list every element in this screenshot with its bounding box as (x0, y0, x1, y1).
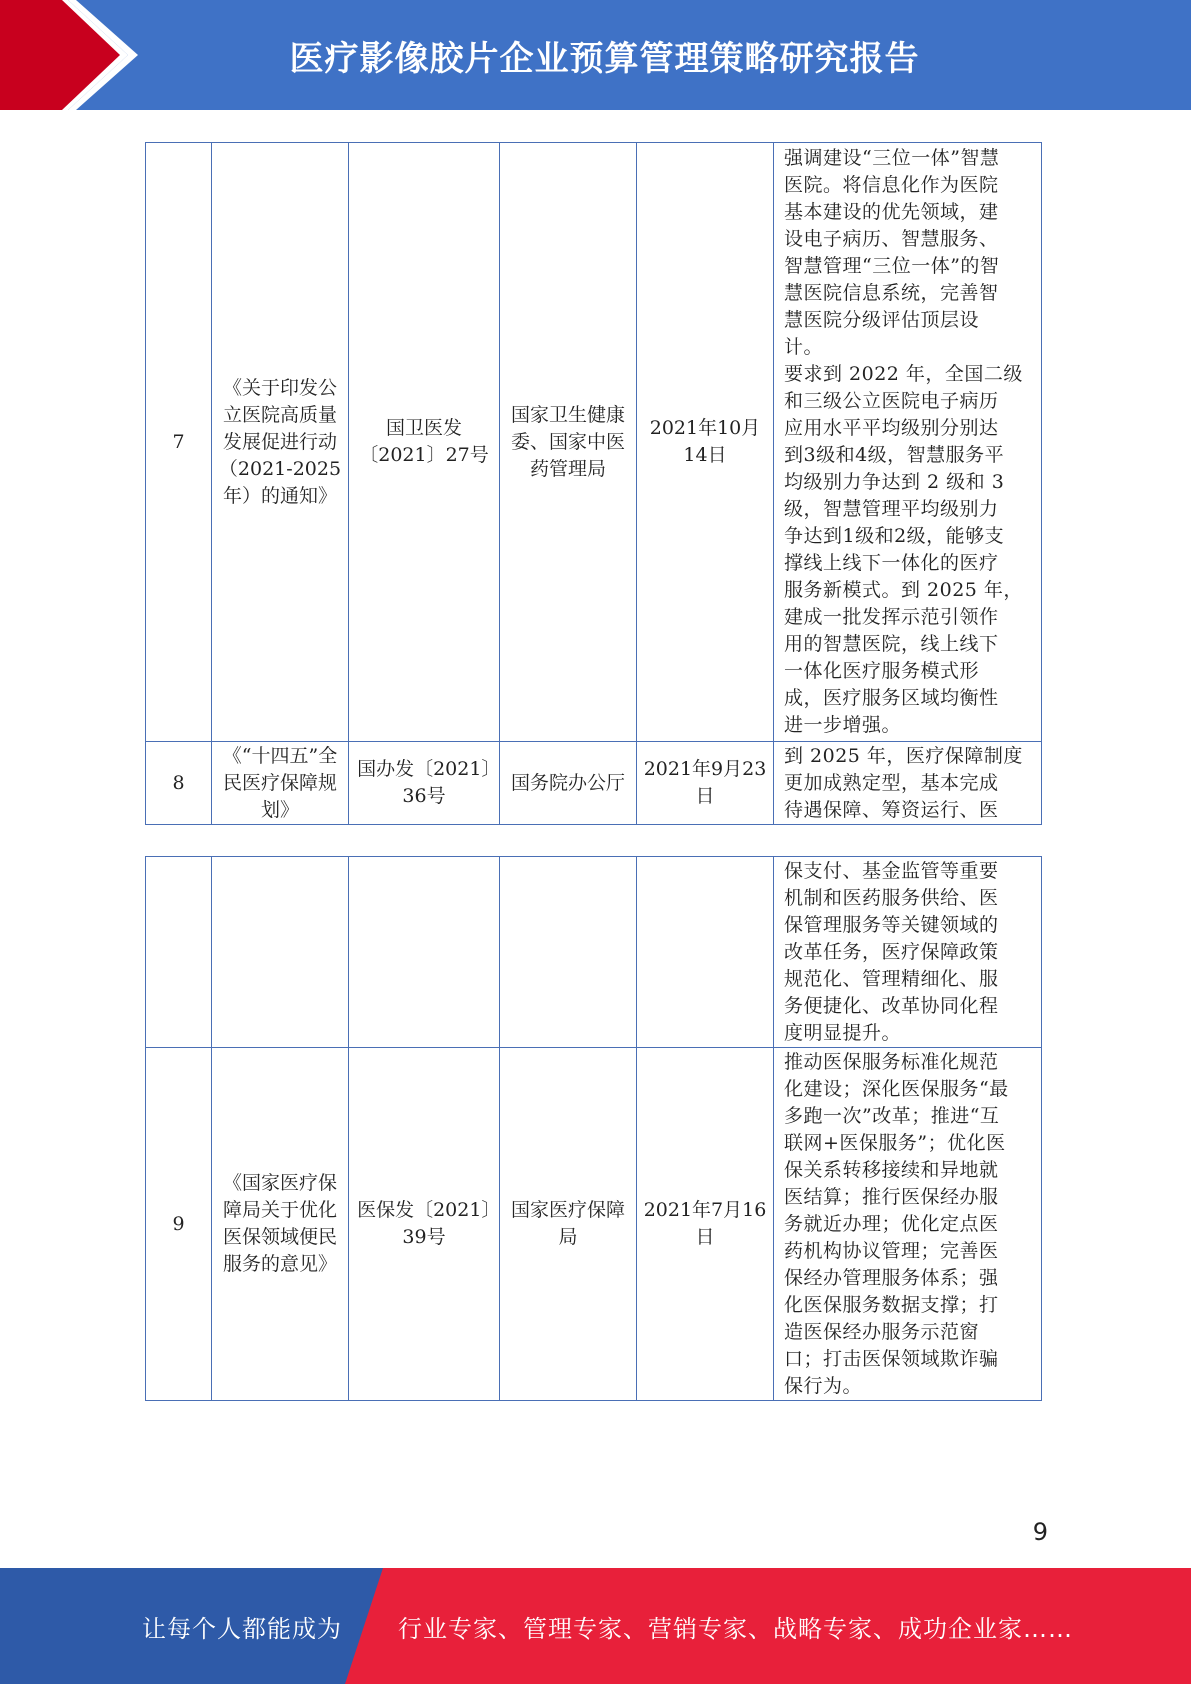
table-row (146, 857, 1042, 1048)
page-header (0, 0, 1191, 110)
description-line: 务就近办理；优化定点医 (784, 1213, 999, 1235)
policy-name-cell (212, 857, 349, 1048)
description-line: 服务新模式。到 2025 年， (784, 579, 1023, 601)
description-line: 撑线上线下一体化的医疗 (784, 552, 999, 574)
issue-date: 2021年10月14日 (649, 417, 761, 466)
date-cell (637, 742, 774, 825)
policy-table-part2 (145, 856, 1042, 1401)
description-line: 计。 (784, 336, 824, 358)
description-line: 口；打击医保领域欺诈骗 (784, 1348, 999, 1370)
description-line: 基本建设的优先领域，建 (784, 201, 999, 223)
row-number: 8 (146, 742, 212, 825)
description-line: 联网+医保服务”；优化医 (784, 1132, 1006, 1154)
policy-name-cell (212, 1048, 349, 1401)
row-number: 9 (146, 1048, 212, 1401)
page-number: 9 (1032, 1518, 1048, 1546)
document-number-cell (349, 742, 500, 825)
description-line: 强调建设“三位一体”智慧 (784, 147, 1000, 169)
description-line: 用的智慧医院，线上线下 (784, 633, 999, 655)
description-cell (774, 143, 1042, 742)
description-line: 保经办管理服务体系；强 (784, 1267, 999, 1289)
table-row (146, 1048, 1042, 1401)
document-number: 国卫医发〔2021〕27号 (359, 417, 489, 466)
description-line: 待遇保障、筹资运行、医 (784, 799, 999, 821)
issuer-cell (500, 143, 637, 742)
description-line: 多跑一次”改革；推进“互 (784, 1105, 1000, 1127)
issuer-cell (500, 742, 637, 825)
description-line: 慧医院信息系统，完善智 (784, 282, 999, 304)
description-line: 药机构协议管理；完善医 (784, 1240, 999, 1262)
description-line: 进一步增强。 (784, 714, 902, 736)
policy-name-cell (212, 143, 349, 742)
document-number: 国办发〔2021〕36号 (357, 758, 491, 807)
issuer: 国家卫生健康委、国家中医药管理局 (510, 403, 625, 480)
footer-slogan-right: 行业专家、管理专家、营销专家、战略专家、成功企业家…… (398, 1614, 1073, 1643)
description-line: 建成一批发挥示范引领作 (784, 606, 999, 628)
description-line: 度明显提升。 (784, 1022, 902, 1044)
description-line: 设电子病历、智慧服务、 (784, 228, 999, 250)
row-number: 7 (146, 143, 212, 742)
description-line: 保管理服务等关键领域的 (784, 914, 999, 936)
policy-table-part1 (145, 142, 1042, 825)
description-line: 慧医院分级评估顶层设 (784, 309, 980, 331)
description-line: 争达到1级和2级，能够支 (784, 525, 1005, 547)
page-footer (0, 1568, 1191, 1684)
date-cell (637, 143, 774, 742)
issue-date: 2021年7月16日 (643, 1199, 767, 1248)
description-line: 和三级公立医院电子病历 (784, 390, 999, 412)
policy-name: 《关于印发公立医院高质量发展促进行动（2021-2025年）的通知》 (218, 376, 342, 507)
policy-name: 《“十四五”全民医疗保障规划》 (222, 744, 338, 821)
description-line: 医结算；推行医保经办服 (784, 1186, 999, 1208)
document-number: 医保发〔2021〕39号 (357, 1199, 491, 1248)
description-line: 到3级和4级，智慧服务平 (784, 444, 1005, 466)
description-cell (774, 742, 1042, 825)
policy-name: 《国家医疗保障局关于优化医保领域便民服务的意见》 (222, 1172, 337, 1275)
issuer-cell (500, 1048, 637, 1401)
description-line: 规范化、管理精细化、服 (784, 968, 999, 990)
description-line: 应用水平平均级别分别达 (784, 417, 999, 439)
description-line: 保行为。 (784, 1375, 863, 1397)
description-line: 化医保服务数据支撑；打 (784, 1294, 999, 1316)
description-line: 务便捷化、改革协同化程 (784, 995, 999, 1017)
description-line: 要求到 2022 年，全国二级 (784, 363, 1023, 385)
description-line: 医院。将信息化作为医院 (784, 174, 999, 196)
description-cell (774, 857, 1042, 1048)
description-line: 化建设；深化医保服务“最 (784, 1078, 1009, 1100)
issuer-cell (500, 857, 637, 1048)
date-cell (637, 857, 774, 1048)
description-line: 更加成熟定型，基本完成 (784, 772, 999, 794)
description-line: 机制和医药服务供给、医 (784, 887, 999, 909)
table-row (146, 742, 1042, 825)
table-row (146, 143, 1042, 742)
description-line: 级，智慧管理平均级别力 (784, 498, 999, 520)
description-line: 保支付、基金监管等重要 (784, 860, 999, 882)
issue-date: 2021年9月23日 (643, 758, 767, 807)
row-number (146, 857, 212, 1048)
description-line: 保关系转移接续和异地就 (784, 1159, 999, 1181)
date-cell (637, 1048, 774, 1401)
description-line: 造医保经办服务示范窗 (784, 1321, 980, 1343)
issuer: 国务院办公厅 (510, 771, 625, 794)
footer-slogan-left: 让每个人都能成为 (142, 1614, 342, 1643)
description-line: 到 2025 年，医疗保障制度 (784, 745, 1023, 767)
description-line: 改革任务，医疗保障政策 (784, 941, 999, 963)
policy-name-cell (212, 742, 349, 825)
description-line: 成，医疗服务区域均衡性 (784, 687, 999, 709)
document-number-cell (349, 857, 500, 1048)
document-number-cell (349, 143, 500, 742)
description-line: 均级别力争达到 2 级和 3 (784, 471, 1005, 493)
issuer: 国家医疗保障局 (510, 1199, 625, 1248)
description-line: 一体化医疗服务模式形 (784, 660, 980, 682)
description-line: 推动医保服务标准化规范 (784, 1051, 999, 1073)
document-number-cell (349, 1048, 500, 1401)
report-title: 医疗影像胶片企业预算管理策略研究报告 (289, 38, 920, 79)
description-cell (774, 1048, 1042, 1401)
description-line: 智慧管理“三位一体”的智 (784, 255, 1000, 277)
